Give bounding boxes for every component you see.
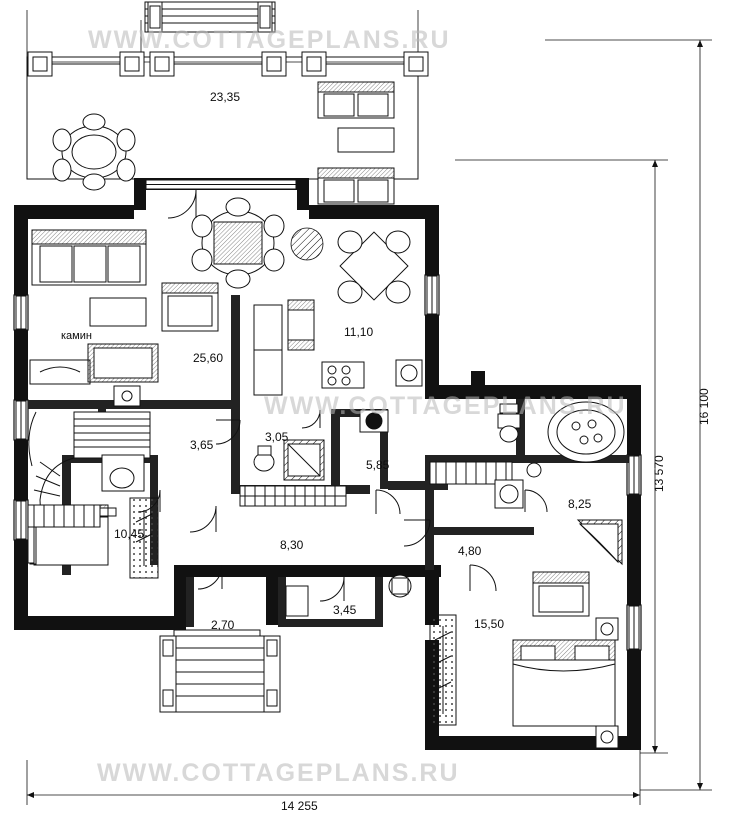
dimension-right-inner: 13 570 <box>652 455 666 492</box>
watermark: WWW.COTTAGEPLANS.RU <box>264 392 627 420</box>
room-label-corridor: 8,30 <box>280 538 304 552</box>
plant <box>291 228 323 260</box>
dining-table <box>192 198 284 288</box>
watermark: WWW.COTTAGEPLANS.RU <box>88 26 451 54</box>
fireplace-unit <box>30 344 158 406</box>
room-label-living-room: 25,60 <box>193 351 224 365</box>
terrace-sofas <box>318 82 394 204</box>
entry-stairs <box>160 636 280 712</box>
terrace-table <box>53 114 135 190</box>
room-label-bath-room: 8,25 <box>568 497 592 511</box>
room-label-entry-hall: 3,45 <box>333 603 357 617</box>
room-label-boiler: 5,85 <box>366 458 390 472</box>
dimension-bottom: 14 255 <box>281 799 318 813</box>
sofa <box>32 230 146 326</box>
room-label-porch: 2,70 <box>211 618 235 632</box>
room-label-hall-stairs: 3,65 <box>190 438 214 452</box>
terrace-railing <box>28 2 428 76</box>
room-label-wc: 3,05 <box>265 430 289 444</box>
room-label-closet: 4,80 <box>458 544 482 558</box>
dimension-top: 23,35 <box>210 90 241 104</box>
kitchen-dining-set <box>338 231 410 303</box>
armchair <box>162 283 218 331</box>
room-label-bedroom: 15,50 <box>474 617 505 631</box>
room-label-fireplace: камин <box>61 330 92 342</box>
bedroom-furniture <box>430 572 618 748</box>
dimension-right-outer: 16 100 <box>697 388 711 425</box>
room-label-study: 10,45 <box>114 527 145 541</box>
cabinet <box>254 305 282 395</box>
watermark: WWW.COTTAGEPLANS.RU <box>97 759 460 787</box>
room-label-dining-kitchen: 11,10 <box>344 325 374 339</box>
